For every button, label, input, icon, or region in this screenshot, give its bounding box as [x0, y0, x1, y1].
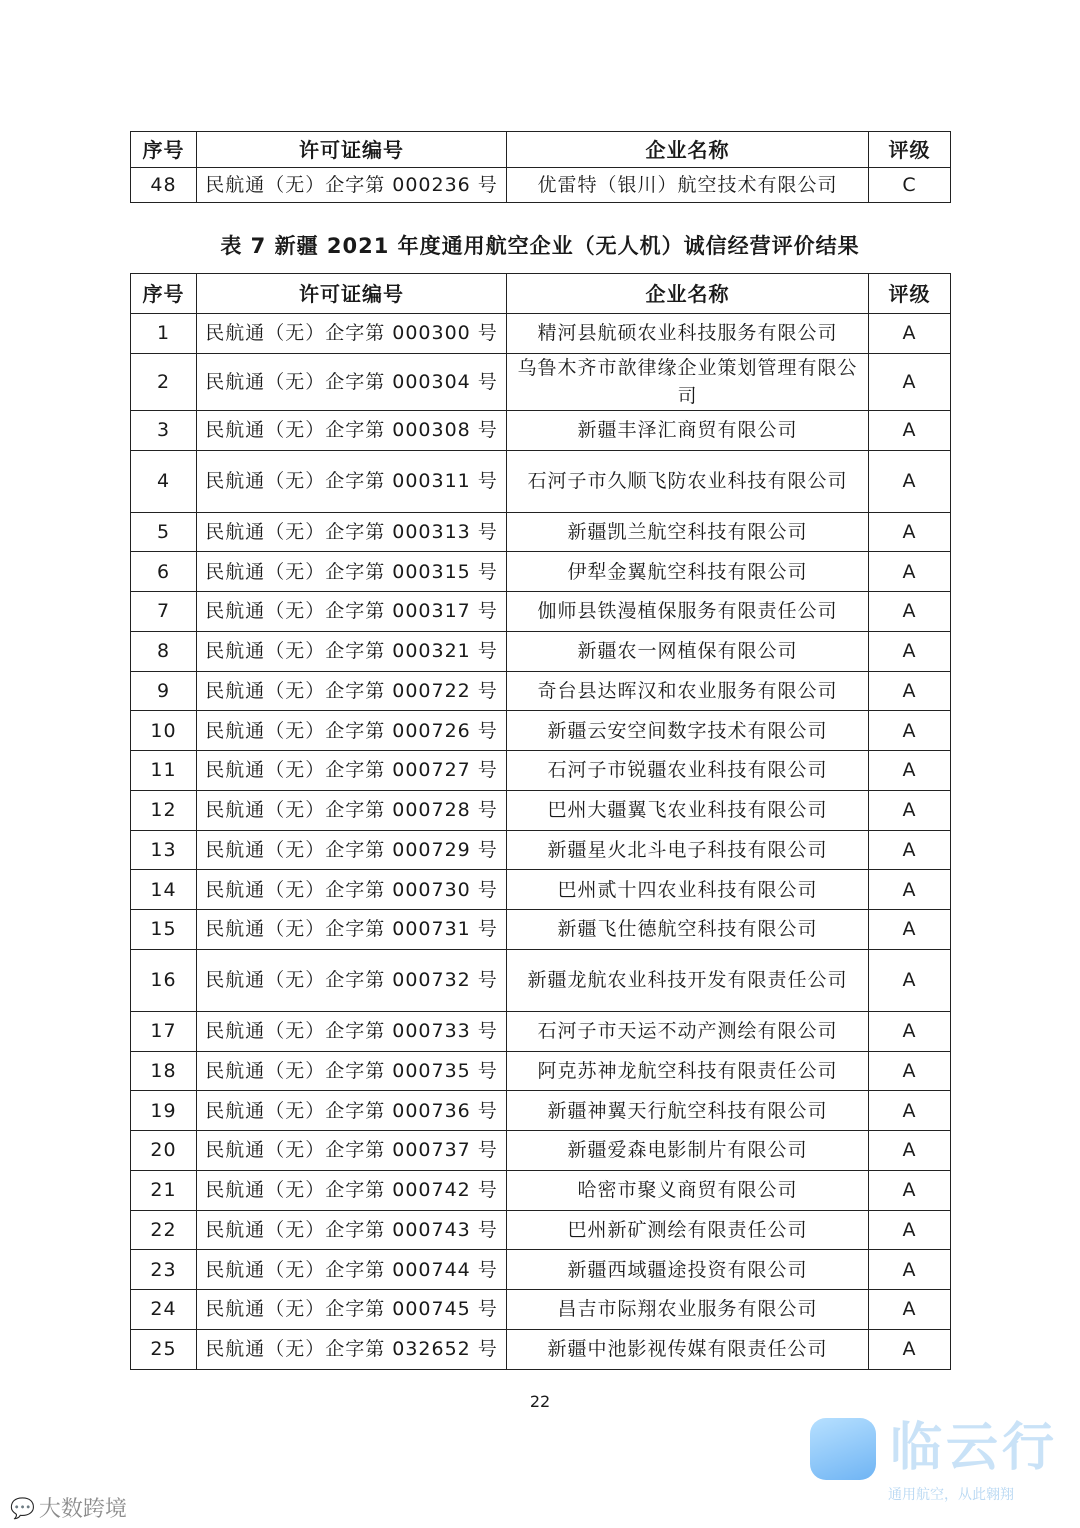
table-row [131, 450, 951, 512]
cell-no: 8 [131, 631, 197, 671]
cell-license: 民航通（无）企字第 000731 号 [197, 910, 507, 950]
cell-license: 民航通（无）企字第 000736 号 [197, 1091, 507, 1131]
cell-no: 22 [131, 1210, 197, 1250]
cell-company: 优雷特（银川）航空技术有限公司 [507, 168, 869, 203]
cell-company: 巴州新矿测绘有限责任公司 [507, 1210, 869, 1250]
cell-no: 6 [131, 552, 197, 592]
cell-grade: A [869, 1051, 951, 1091]
table-row [131, 1131, 951, 1171]
header-grade: 评级 [869, 274, 951, 314]
cell-no: 15 [131, 910, 197, 950]
cell-company: 阿克苏神龙航空科技有限责任公司 [507, 1051, 869, 1091]
header-grade: 评级 [869, 132, 951, 168]
cell-company: 新疆丰泽汇商贸有限公司 [507, 410, 869, 450]
cell-grade: A [869, 592, 951, 632]
cell-no: 10 [131, 711, 197, 751]
cell-license: 民航通（无）企字第 000722 号 [197, 671, 507, 711]
cell-company: 新疆中池影视传媒有限责任公司 [507, 1329, 869, 1369]
cell-license: 民航通（无）企字第 000236 号 [197, 168, 507, 203]
cell-license: 民航通（无）企字第 000315 号 [197, 552, 507, 592]
cell-grade: A [869, 1250, 951, 1290]
cell-company: 新疆星火北斗电子科技有限公司 [507, 830, 869, 870]
cell-no: 3 [131, 410, 197, 450]
cell-company: 昌吉市际翔农业服务有限公司 [507, 1290, 869, 1330]
cell-license: 民航通（无）企字第 000313 号 [197, 512, 507, 552]
cell-grade: A [869, 1091, 951, 1131]
table-row [131, 1250, 951, 1290]
header-company: 企业名称 [507, 274, 869, 314]
previous-table [130, 131, 951, 203]
cell-no: 25 [131, 1329, 197, 1369]
cell-company: 巴州贰十四农业科技有限公司 [507, 870, 869, 910]
table-row [131, 1210, 951, 1250]
table-row [131, 314, 951, 354]
table-row [131, 1091, 951, 1131]
cell-grade: A [869, 410, 951, 450]
cell-license: 民航通（无）企字第 000300 号 [197, 314, 507, 354]
cell-license: 民航通（无）企字第 000733 号 [197, 1011, 507, 1051]
cell-no: 24 [131, 1290, 197, 1330]
cell-company: 石河子市锐疆农业科技有限公司 [507, 751, 869, 791]
logo-text: 临云行 [890, 1418, 1059, 1478]
table-row [131, 1290, 951, 1330]
cell-company: 乌鲁木齐市歆律缘企业策划管理有限公司 [507, 353, 869, 410]
cell-company: 新疆西域疆途投资有限公司 [507, 1250, 869, 1290]
cell-no: 1 [131, 314, 197, 354]
cell-no: 4 [131, 450, 197, 512]
table-row [131, 592, 951, 632]
cell-grade: C [869, 168, 951, 203]
cell-grade: A [869, 353, 951, 410]
cell-grade: A [869, 910, 951, 950]
cell-company: 新疆凯兰航空科技有限公司 [507, 512, 869, 552]
cell-grade: A [869, 450, 951, 512]
cell-grade: A [869, 631, 951, 671]
cell-company: 石河子市天运不动产测绘有限公司 [507, 1011, 869, 1051]
cell-grade: A [869, 949, 951, 1011]
watermark-text: 大数跨境 [38, 1497, 127, 1522]
table-row [131, 552, 951, 592]
table-row [131, 1051, 951, 1091]
table-row [131, 870, 951, 910]
airplane-logo-icon [810, 1418, 876, 1480]
cell-license: 民航通（无）企字第 000745 号 [197, 1290, 507, 1330]
cell-grade: A [869, 1170, 951, 1210]
cell-no: 48 [131, 168, 197, 203]
table-row [131, 168, 951, 203]
cell-no: 11 [131, 751, 197, 791]
cell-license: 民航通（无）企字第 000321 号 [197, 631, 507, 671]
table-row [131, 711, 951, 751]
page-number: 22 [529, 1392, 551, 1411]
cell-company: 伽师县铁漫植保服务有限责任公司 [507, 592, 869, 632]
cell-company: 新疆龙航农业科技开发有限责任公司 [507, 949, 869, 1011]
cell-license: 民航通（无）企字第 000732 号 [197, 949, 507, 1011]
cell-grade: A [869, 1210, 951, 1250]
cell-license: 民航通（无）企字第 032652 号 [197, 1329, 507, 1369]
cell-no: 23 [131, 1250, 197, 1290]
table-row [131, 410, 951, 450]
cell-no: 12 [131, 790, 197, 830]
cell-company: 伊犁金翼航空科技有限公司 [507, 552, 869, 592]
cell-grade: A [869, 790, 951, 830]
cell-grade: A [869, 1329, 951, 1369]
header-company: 企业名称 [507, 132, 869, 168]
cell-no: 2 [131, 353, 197, 410]
cell-company: 奇台县达晖汉和农业服务有限公司 [507, 671, 869, 711]
cell-license: 民航通（无）企字第 000735 号 [197, 1051, 507, 1091]
table-row [131, 790, 951, 830]
cell-grade: A [869, 1011, 951, 1051]
table-caption: 表 7 新疆 2021 年度通用航空企业（无人机）诚信经营评价结果 [220, 234, 860, 258]
logo-subtitle: 通用航空，从此翱翔 [888, 1487, 1014, 1503]
cell-grade: A [869, 1290, 951, 1330]
cell-company: 哈密市聚义商贸有限公司 [507, 1170, 869, 1210]
table-row [131, 631, 951, 671]
table-row [131, 949, 951, 1011]
header-license: 许可证编号 [197, 132, 507, 168]
cell-grade: A [869, 751, 951, 791]
table-row [131, 910, 951, 950]
cell-license: 民航通（无）企字第 000311 号 [197, 450, 507, 512]
table-7 [130, 273, 951, 1370]
cell-no: 20 [131, 1131, 197, 1171]
cell-license: 民航通（无）企字第 000729 号 [197, 830, 507, 870]
cell-grade: A [869, 314, 951, 354]
cell-license: 民航通（无）企字第 000730 号 [197, 870, 507, 910]
cell-company: 石河子市久顺飞防农业科技有限公司 [507, 450, 869, 512]
table-row [131, 830, 951, 870]
cell-grade: A [869, 1131, 951, 1171]
table-header-row [131, 274, 951, 314]
cell-license: 民航通（无）企字第 000744 号 [197, 1250, 507, 1290]
table-row [131, 1170, 951, 1210]
cell-license: 民航通（无）企字第 000743 号 [197, 1210, 507, 1250]
cell-no: 16 [131, 949, 197, 1011]
cell-grade: A [869, 711, 951, 751]
table-header-row [131, 132, 951, 168]
cell-no: 9 [131, 671, 197, 711]
cell-no: 13 [131, 830, 197, 870]
table-row [131, 751, 951, 791]
watermark-left [10, 1492, 127, 1523]
table-row [131, 512, 951, 552]
cell-no: 14 [131, 870, 197, 910]
cell-license: 民航通（无）企字第 000304 号 [197, 353, 507, 410]
cell-license: 民航通（无）企字第 000742 号 [197, 1170, 507, 1210]
cell-company: 新疆农一网植保有限公司 [507, 631, 869, 671]
header-license: 许可证编号 [197, 274, 507, 314]
cell-grade: A [869, 830, 951, 870]
cell-license: 民航通（无）企字第 000308 号 [197, 410, 507, 450]
cell-company: 新疆飞仕德航空科技有限公司 [507, 910, 869, 950]
cell-no: 19 [131, 1091, 197, 1131]
header-no: 序号 [131, 132, 197, 168]
cell-no: 5 [131, 512, 197, 552]
cell-license: 民航通（无）企字第 000726 号 [197, 711, 507, 751]
table-row [131, 1011, 951, 1051]
table-row [131, 671, 951, 711]
cell-license: 民航通（无）企字第 000737 号 [197, 1131, 507, 1171]
table-row [131, 1329, 951, 1369]
cell-no: 21 [131, 1170, 197, 1210]
cell-company: 新疆爱森电影制片有限公司 [507, 1131, 869, 1171]
cell-company: 新疆云安空间数字技术有限公司 [507, 711, 869, 751]
cell-grade: A [869, 671, 951, 711]
cell-company: 巴州大疆翼飞农业科技有限公司 [507, 790, 869, 830]
cell-grade: A [869, 552, 951, 592]
cell-license: 民航通（无）企字第 000317 号 [197, 592, 507, 632]
cell-company: 新疆神翼天行航空科技有限公司 [507, 1091, 869, 1131]
cell-company: 精河县航硕农业科技服务有限公司 [507, 314, 869, 354]
header-no: 序号 [131, 274, 197, 314]
cell-license: 民航通（无）企字第 000727 号 [197, 751, 507, 791]
table-row [131, 353, 951, 410]
chat-bubble-icon: 💬 [10, 1495, 35, 1520]
cell-grade: A [869, 870, 951, 910]
cell-no: 18 [131, 1051, 197, 1091]
cell-no: 17 [131, 1011, 197, 1051]
cell-no: 7 [131, 592, 197, 632]
cell-grade: A [869, 512, 951, 552]
cell-license: 民航通（无）企字第 000728 号 [197, 790, 507, 830]
